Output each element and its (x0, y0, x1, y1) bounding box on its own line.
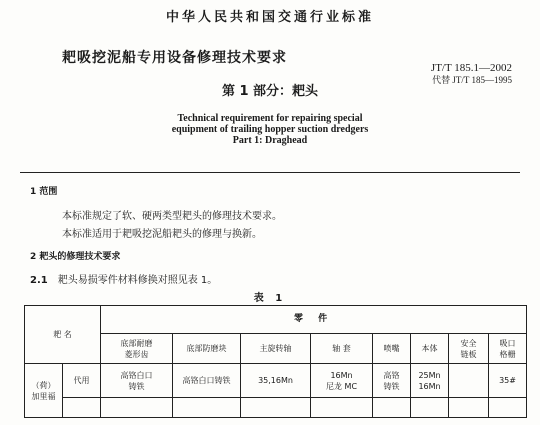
table-cell (101, 398, 173, 418)
table-cell: 35,16Mn (241, 364, 311, 398)
column-group-label: 零 件 (101, 306, 527, 334)
row-group-label: （荷） 加里福 (25, 364, 63, 418)
table-header-row-1 (25, 306, 527, 334)
column-header: 吸口 格栅 (489, 334, 527, 364)
section-1-paragraph-1: 本标准规定了软、硬两类型耙头的修理技术要求。 (62, 211, 282, 222)
table-cell (63, 398, 101, 418)
section-1-paragraph-2: 本标准适用于耙吸挖泥船耙头的修理与换新。 (62, 229, 262, 240)
column-header: 底部防磨块 (173, 334, 241, 364)
column-header: 底部耐磨 菱形齿 (101, 334, 173, 364)
column-header: 主旋转轴 (241, 334, 311, 364)
table-cell: 高铬白口 铸铁 (101, 364, 173, 398)
table-cell: 25Mn 16Mn (411, 364, 449, 398)
section-1-heading: 1 范围 (30, 187, 58, 197)
table-cell (311, 398, 373, 418)
column-header: 安全 链板 (449, 334, 489, 364)
replaces-standard: 代替 JT/T 185—1995 (432, 75, 512, 85)
column-header: 喷嘴 (373, 334, 411, 364)
subsection-text: 耙头易损零件材料修换对照见表 1。 (57, 275, 218, 286)
table-cell (449, 398, 489, 418)
standard-header: 中华人民共和国交通行业标准 (165, 10, 374, 25)
table-row (25, 398, 527, 418)
table-cell (241, 398, 311, 418)
table-cell (411, 398, 449, 418)
row-type-label: 代用 (63, 364, 101, 398)
section-2-heading: 2 耙头的修理技术要求 (30, 252, 121, 262)
divider-rule (20, 172, 520, 173)
parts-table (24, 305, 527, 418)
subsection-2-1 (30, 271, 217, 286)
table-header-row-2 (25, 334, 527, 364)
table-cell (449, 364, 489, 398)
table-cell: 高铬 铸铁 (373, 364, 411, 398)
english-title (0, 113, 540, 146)
english-title-line-2: equipment of trailing hopper suction dredgers (171, 124, 369, 135)
subsection-number: 2.1 (30, 275, 48, 286)
table-cell: 16Mn 尼龙 MC (311, 364, 373, 398)
part-title: 第 1 部分：耙头 (221, 84, 319, 99)
column-header: 本体 (411, 334, 449, 364)
table-row (25, 364, 527, 398)
table-cell (489, 398, 527, 418)
standard-number: JT/T 185.1—2002 (430, 62, 512, 74)
table-cell: 高铬白口铸铁 (173, 364, 241, 398)
column-header: 轴 套 (311, 334, 373, 364)
table-caption: 表 1 (253, 293, 287, 304)
document-title: 耙吸挖泥船专用设备修理技术要求 (62, 50, 287, 66)
table-cell (173, 398, 241, 418)
table-cell (373, 398, 411, 418)
english-title-line-3: Part 1: Draghead (232, 135, 308, 146)
english-title-line-1: Technical requirement for repairing special (177, 113, 363, 124)
table-cell: 35# (489, 364, 527, 398)
row-header-label: 耙 名 (25, 306, 101, 364)
